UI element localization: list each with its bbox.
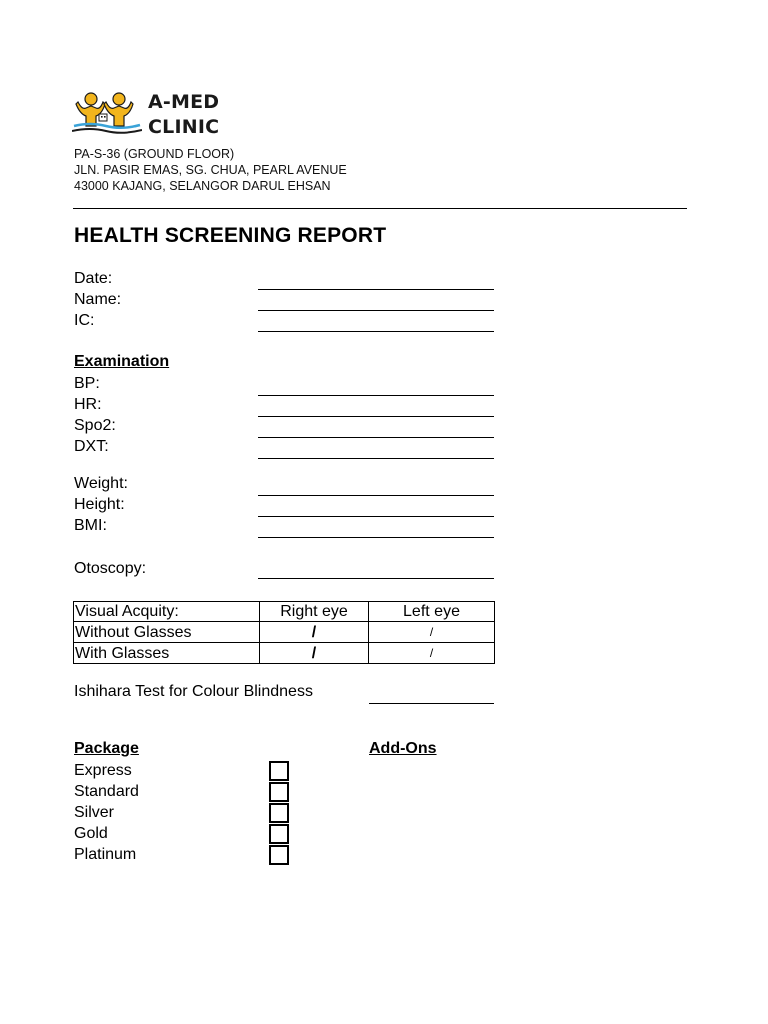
visual-acuity-table — [73, 601, 495, 664]
left-eye-with-glasses-cell[interactable] — [369, 643, 495, 664]
logo-text-line1: A-MED — [148, 91, 220, 113]
table-row — [74, 643, 495, 664]
weight-field[interactable] — [258, 495, 494, 496]
left-eye-without-glasses-cell[interactable] — [369, 622, 495, 643]
ic-field[interactable] — [258, 331, 494, 332]
dxt-label: DXT: — [74, 438, 109, 455]
ic-label: IC: — [74, 312, 95, 329]
ishihara-label: Ishihara Test for Colour Blindness — [74, 683, 313, 700]
header-divider — [73, 208, 687, 209]
package-express-label: Express — [74, 762, 132, 779]
right-eye-header: Right eye — [260, 602, 369, 622]
bmi-label: BMI: — [74, 517, 107, 534]
address-line-2: JLN. PASIR EMAS, SG. CHUA, PEARL AVENUE — [74, 163, 347, 177]
hr-label: HR: — [74, 396, 102, 413]
dxt-field[interactable] — [258, 458, 494, 459]
name-field[interactable] — [258, 310, 494, 311]
left-eye-value: / — [429, 646, 434, 660]
left-eye-header: Left eye — [369, 602, 495, 622]
package-heading: Package — [74, 740, 139, 757]
package-gold-label: Gold — [74, 825, 108, 842]
logo-text-line2: CLINIC — [148, 116, 220, 138]
bp-field[interactable] — [258, 395, 494, 396]
address-line-3: 43000 KAJANG, SELANGOR DARUL EHSAN — [74, 179, 331, 193]
package-standard-checkbox[interactable] — [269, 782, 289, 802]
right-eye-with-glasses-cell[interactable] — [260, 643, 369, 664]
table-header-row — [74, 602, 495, 622]
date-label: Date: — [74, 270, 113, 287]
weight-label: Weight: — [74, 475, 128, 492]
package-platinum-label: Platinum — [74, 846, 137, 863]
package-express-checkbox[interactable] — [269, 761, 289, 781]
right-eye-value: / — [311, 644, 317, 662]
left-eye-value: / — [429, 625, 434, 639]
spo2-field[interactable] — [258, 437, 494, 438]
examination-heading: Examination — [74, 353, 170, 370]
visual-acuity-header: Visual Acquity: — [74, 602, 260, 622]
package-gold-checkbox[interactable] — [269, 824, 289, 844]
hr-field[interactable] — [258, 416, 494, 417]
table-row — [74, 622, 495, 643]
date-field[interactable] — [258, 289, 494, 290]
package-platinum-checkbox[interactable] — [269, 845, 289, 865]
row-label-with-glasses: With Glasses — [74, 643, 260, 664]
row-label-without-glasses: Without Glasses — [74, 622, 260, 643]
bp-label: BP: — [74, 375, 100, 392]
right-eye-without-glasses-cell[interactable] — [260, 622, 369, 643]
ishihara-field[interactable] — [369, 703, 494, 704]
package-silver-label: Silver — [74, 804, 115, 821]
package-silver-checkbox[interactable] — [269, 803, 289, 823]
addons-heading: Add-Ons — [369, 740, 437, 757]
otoscopy-field[interactable] — [258, 578, 494, 579]
address-line-1: PA-S-36 (GROUND FLOOR) — [74, 147, 235, 161]
height-field[interactable] — [258, 516, 494, 517]
name-label: Name: — [74, 291, 122, 308]
report-title: HEALTH SCREENING REPORT — [74, 224, 387, 247]
clinic-logo-icon — [72, 90, 142, 138]
right-eye-value: / — [311, 623, 317, 641]
otoscopy-label: Otoscopy: — [74, 560, 147, 577]
package-standard-label: Standard — [74, 783, 139, 800]
bmi-field[interactable] — [258, 537, 494, 538]
height-label: Height: — [74, 496, 125, 513]
spo2-label: Spo2: — [74, 417, 116, 434]
